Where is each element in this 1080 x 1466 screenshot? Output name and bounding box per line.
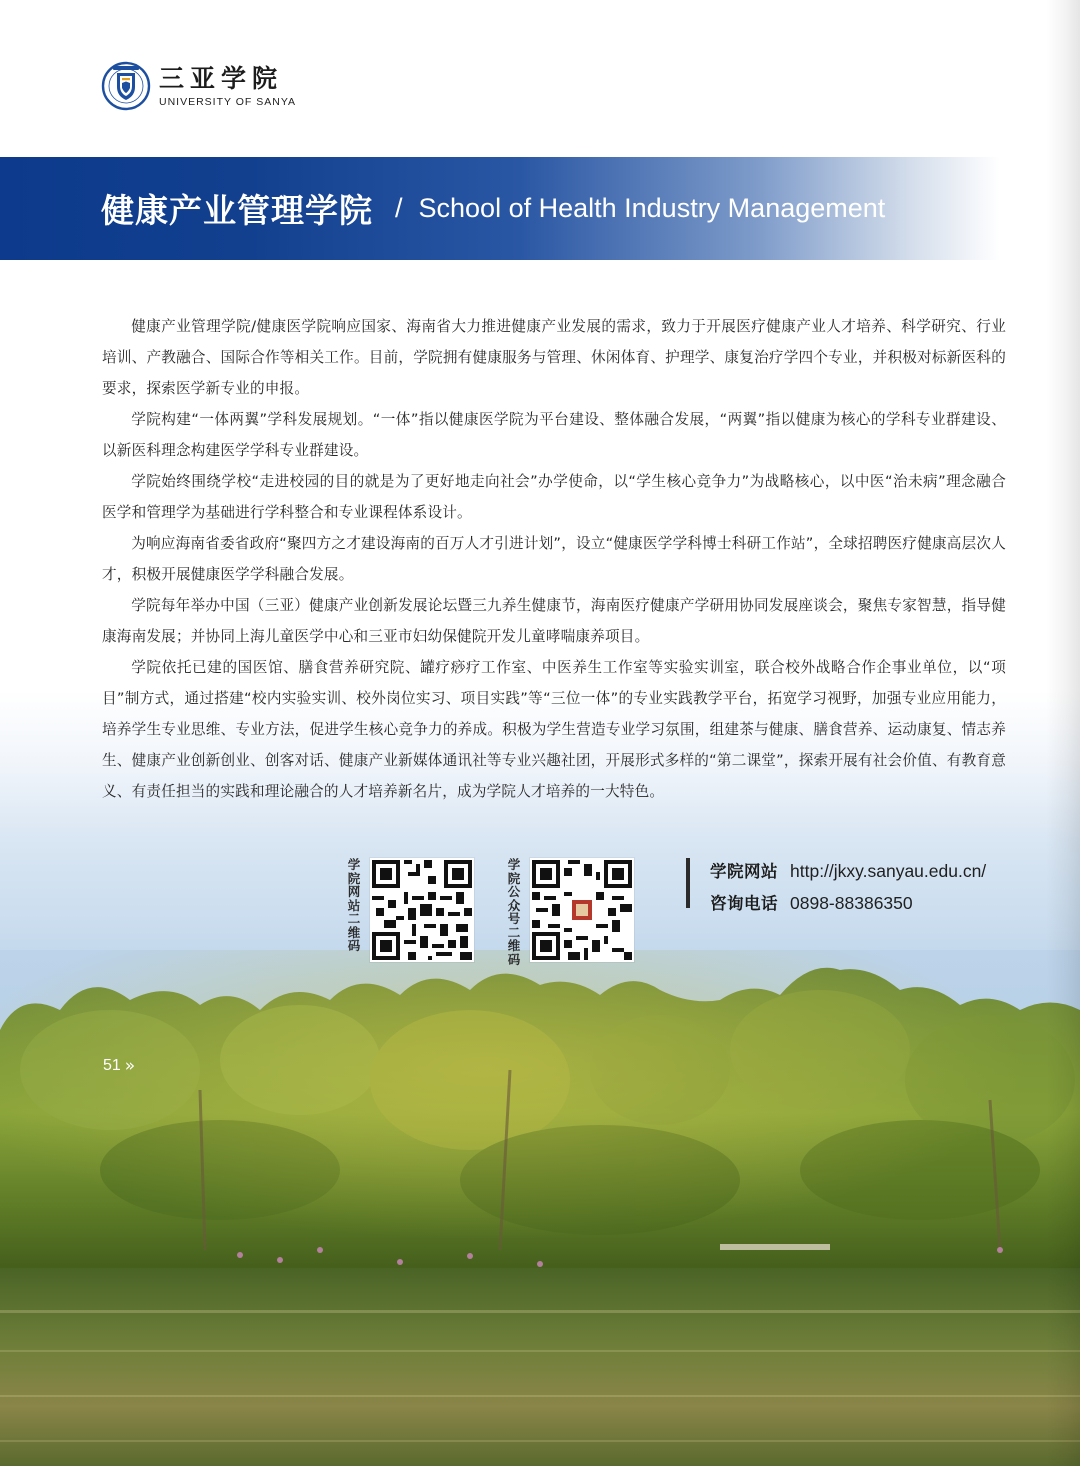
page-number [103,1056,135,1076]
paragraph-discipline-plan: 学院构建“一体两翼”学科发展规划。“一体”指以健康医学院为平台建设、整体融合发展，“两翼”指以健康为核心的学科专业群建设、以新医科理念构建医学学科专业群建设。 [102,411,1006,459]
paragraph-mission: 学院始终围绕学校“走进校园的目的就是为了更好地走向社会”办学使命，以“学生核心竞争力”为战略核心，以中医“治未病”理念融合医学和管理学为基础进行学科整合和专业课程体系设计。 [102,473,1006,521]
website-qr-label: 学院网站二维码 [347,857,361,953]
phone-number[interactable]: 0898-88386350 [790,893,913,913]
school-title-en: School of Health Industry Management [418,193,886,223]
phone-label: 咨询电话 [710,894,778,913]
university-shield-emblem [101,58,151,114]
phone-row [710,890,913,914]
title-band [0,157,1000,260]
school-title-cn: 健康产业管理学院 [101,191,373,230]
paragraph-practice: 学院依托已建的国医馆、膳食营养研究院、罐疗痧疗工作室、中医养生工作室等实验实训室，联合校外战略合作企事业单位，以“项目”制方式，通过搭建“校内实验实训、校外岗位实习、项目实践”等“三位一体”的专业实践教学平台，拓宽学习视野，加强专业应用能力，培养学生专业思维、专业方法，促进学生核心竞争力的养成。积极为学生营造专业学习氛围，组建茶与健康、膳食营养、运动康复、情志养生、健康产业创新创业、创客对话、健康产业新媒体通讯社等专业兴趣社团，开展形式多样的“第二课堂”，探索开展有社会价值、有教育意义、有责任担当的实践和理论融合的人才培养新名片，成为学院人才培养的一大特色。 [102,659,1006,800]
paragraph-forum: 学院每年举办中国（三亚）健康产业创新发展论坛暨三九养生健康节，海南医疗健康产学研用协同发展座谈会，聚焦专家智慧，指导健康海南发展；并协同上海儿童医学中心和三亚市妇幼保健院开发儿童哮喘康养项目。 [102,597,1006,645]
page-number-value: 51 [103,1057,121,1074]
wechat-qr-code[interactable] [530,858,634,962]
double-chevron-right-icon: » [124,1056,136,1076]
title-separator: / [395,193,403,223]
website-row [710,858,986,882]
university-name-en: UNIVERSITY OF SANYA [159,96,297,108]
website-qr-code[interactable] [370,858,474,962]
university-logo [101,58,296,114]
paragraph-intro: 健康产业管理学院/健康医学院响应国家、海南省大力推进健康产业发展的需求，致力于开展医疗健康产业人才培养、科学研究、行业培训、产教融合、国际合作等相关工作。目前，学院拥有健康服务与管理、休闲体育、护理学、康复治疗学四个专业，并积极对标新医科的要求，探索医学新专业的申报。 [102,318,1006,397]
website-qr-block [346,858,474,962]
website-label: 学院网站 [710,862,778,881]
university-name-cn: 三亚学院 [159,64,284,93]
paragraph-talent: 为响应海南省委省政府“聚四方之才建设海南的百万人才引进计划”，设立“健康医学学科博士科研工作站”，全球招聘医疗健康高层次人才，积极开展健康医学学科融合发展。 [102,535,1006,583]
wechat-qr-block [506,858,634,966]
contact-divider [686,858,690,908]
body-text [102,311,1006,807]
website-link[interactable]: http://jkxy.sanyau.edu.cn/ [790,861,987,881]
lake-forest-photo [0,950,1080,1466]
wechat-qr-label: 学院公众号二维码 [507,857,521,967]
